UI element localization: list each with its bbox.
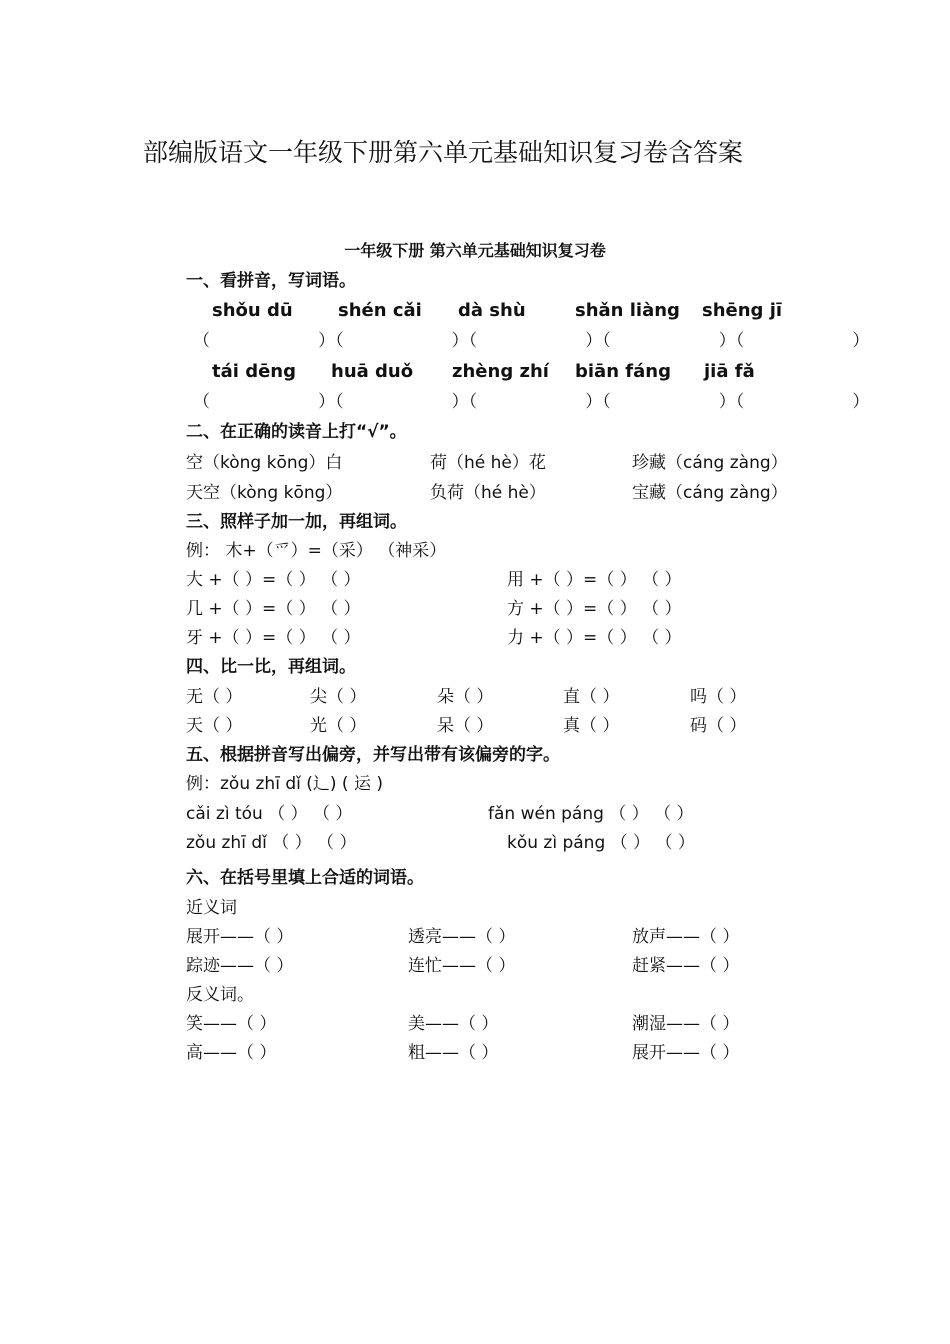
section-5-heading: 五、根据拼音写出偏旁，并写出带有该偏旁的字。 <box>186 745 560 765</box>
compare-item[interactable]: 码（ ） <box>690 716 747 736</box>
antonym-item[interactable]: 展开——（ ） <box>632 1043 740 1063</box>
pinyin-item: shǎn liàng <box>575 300 680 321</box>
reading-choice[interactable]: 天空（kòng kōng） <box>186 483 343 503</box>
radical-item[interactable]: cǎi zì tóu （ ） （ ） <box>186 804 353 824</box>
compose-item[interactable]: 力 +（ ）=（ ） （ ） <box>507 628 682 648</box>
pinyin-item: shēng jī <box>702 300 783 321</box>
compose-item[interactable]: 大 +（ ）=（ ） （ ） <box>186 570 361 590</box>
compose-item[interactable]: 牙 +（ ）=（ ） （ ） <box>186 628 361 648</box>
worksheet-title: 一年级下册 第六单元基础知识复习卷 <box>344 241 606 260</box>
antonym-item[interactable]: 高——（ ） <box>186 1043 277 1063</box>
compare-item[interactable]: 真（ ） <box>563 716 620 736</box>
antonym-item[interactable]: 潮湿——（ ） <box>632 1014 740 1034</box>
pinyin-item: biān fáng <box>575 361 671 382</box>
compare-item[interactable]: 呆（ ） <box>437 716 494 736</box>
document-title: 部编版语文一年级下册第六单元基础知识复习卷含答案 <box>143 138 744 167</box>
compare-item[interactable]: 光（ ） <box>310 716 367 736</box>
pinyin-item: shǒu dū <box>212 300 293 321</box>
section-2-heading: 二、在正确的读音上打“√”。 <box>186 422 407 442</box>
compare-item[interactable]: 直（ ） <box>563 687 620 707</box>
compare-item[interactable]: 吗（ ） <box>690 687 747 707</box>
compare-item[interactable]: 尖（ ） <box>310 687 367 707</box>
reading-choice[interactable]: 负荷（hé hè） <box>430 483 546 503</box>
antonym-item[interactable]: 笑——（ ） <box>186 1014 277 1034</box>
synonym-item[interactable]: 踪迹——（ ） <box>186 956 294 976</box>
radical-item[interactable]: kǒu zì páng （ ） （ ） <box>507 833 695 853</box>
synonym-item[interactable]: 赶紧——（ ） <box>632 956 740 976</box>
pinyin-item: shén cǎi <box>338 300 422 321</box>
reading-choice[interactable]: 空（kòng kōng）白 <box>186 453 343 473</box>
compose-item[interactable]: 几 +（ ）=（ ） （ ） <box>186 599 361 619</box>
example-line: 例：zǒu zhī dǐ (辶) ( 运 ) <box>186 774 383 794</box>
compose-item[interactable]: 用 +（ ）=（ ） （ ） <box>507 570 682 590</box>
pinyin-item: dà shù <box>458 300 526 321</box>
pinyin-item: tái dēng <box>212 361 296 382</box>
synonym-item[interactable]: 放声——（ ） <box>632 927 740 947</box>
antonym-item[interactable]: 粗——（ ） <box>408 1043 499 1063</box>
section-6-heading: 六、在括号里填上合适的词语。 <box>186 868 424 888</box>
section-3-heading: 三、照样子加一加，再组词。 <box>186 512 407 532</box>
radical-item[interactable]: fǎn wén páng （ ） （ ） <box>488 804 694 824</box>
compose-item[interactable]: 方 +（ ）=（ ） （ ） <box>507 599 682 619</box>
example-line: 例： 木+（爫）=（采） （神采） <box>186 541 447 561</box>
antonym-item[interactable]: 美——（ ） <box>408 1014 499 1034</box>
pinyin-item: huā duǒ <box>331 361 414 382</box>
section-1-heading: 一、看拼音，写词语。 <box>186 271 356 291</box>
compare-item[interactable]: 朵（ ） <box>437 687 494 707</box>
answer-brackets-row[interactable]: （ ）（ ）（ ）（ ）（ ） <box>193 392 870 412</box>
compare-item[interactable]: 天（ ） <box>186 716 243 736</box>
reading-choice[interactable]: 珍藏（cáng zàng） <box>632 453 788 473</box>
reading-choice[interactable]: 荷（hé hè）花 <box>430 453 546 473</box>
synonym-label: 近义词 <box>186 898 237 918</box>
answer-brackets-row[interactable]: （ ）（ ）（ ）（ ）（ ） <box>193 331 870 351</box>
synonym-item[interactable]: 连忙——（ ） <box>408 956 516 976</box>
synonym-item[interactable]: 展开——（ ） <box>186 927 294 947</box>
section-4-heading: 四、比一比，再组词。 <box>186 657 356 677</box>
reading-choice[interactable]: 宝藏（cáng zàng） <box>632 483 788 503</box>
pinyin-item: jiā fǎ <box>704 361 755 382</box>
synonym-item[interactable]: 透亮——（ ） <box>408 927 516 947</box>
radical-item[interactable]: zǒu zhī dǐ （ ） （ ） <box>186 833 357 853</box>
pinyin-item: zhèng zhí <box>452 361 549 382</box>
antonym-label: 反义词。 <box>186 985 254 1005</box>
compare-item[interactable]: 无（ ） <box>186 687 243 707</box>
